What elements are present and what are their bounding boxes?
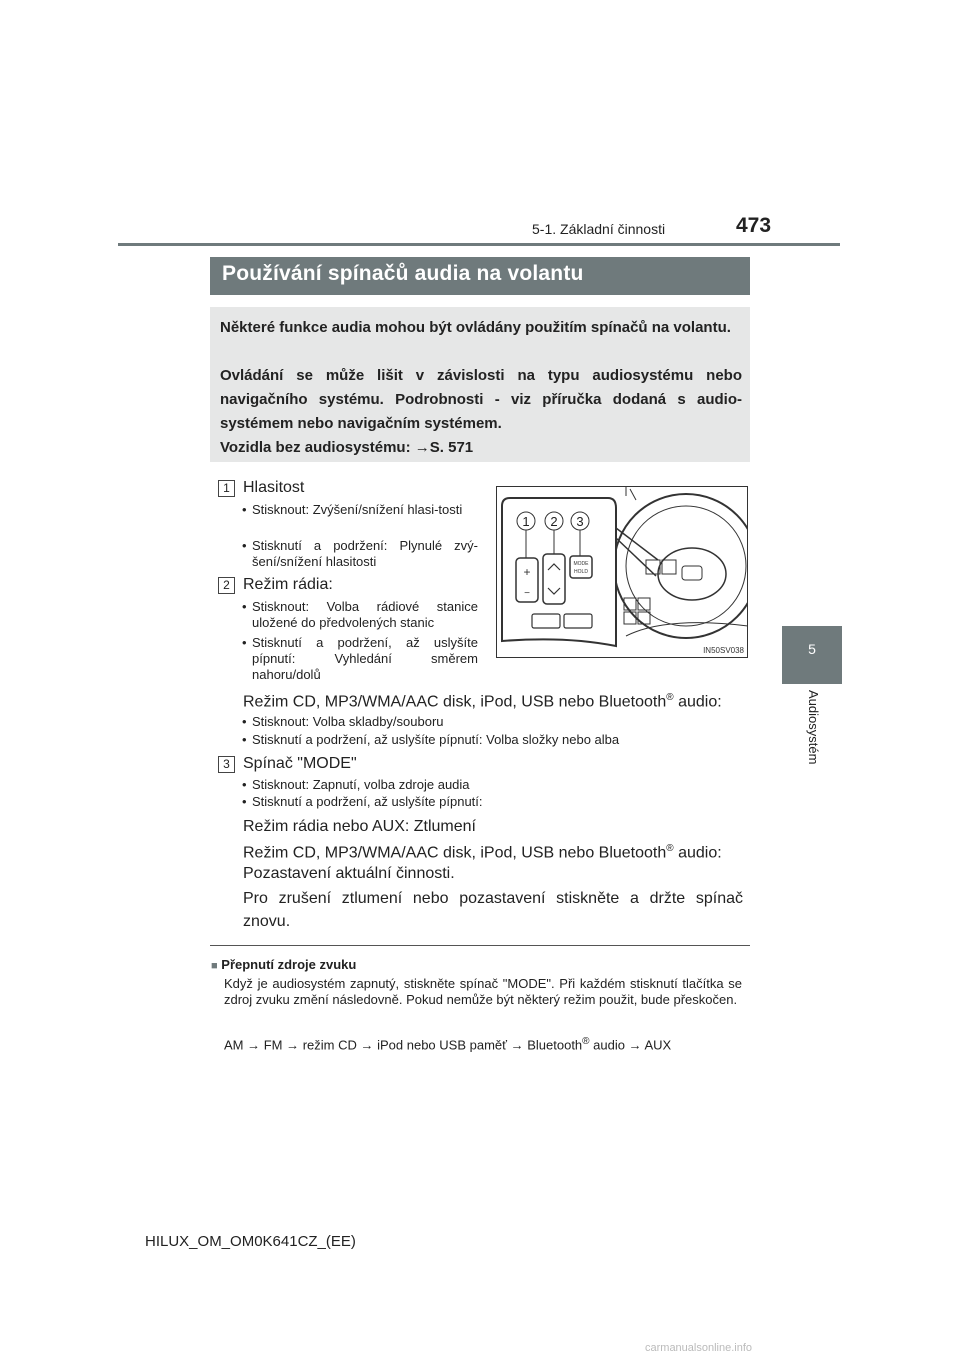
list-item: • Stisknout: Volba rádiové stanice uložené do předvolených stanic [242,599,478,630]
callout-number: 2 [550,514,558,529]
callout-number: 1 [522,514,530,529]
list-item: • Stisknout: Zvýšení/snížení hlasi-tosti [242,502,463,517]
illustration-code: IN50SV038 [703,646,744,655]
list-item: • Stisknutí a podržení, až uslyšíte pípnutí: Volba složky nebo alba [242,732,620,747]
list-item: • Stisknutí a podržení: Plynulé zvý-šení/snížení hlasitosti [242,538,478,569]
list-item: • Stisknutí a podržení, až uslyšíte pípnutí: Vyhledání směrem nahoru/dolů [242,635,478,682]
list-item: • Stisknout: Zapnutí, volba zdroje audia [242,777,470,792]
mode-pause-line: Pozastavení aktuální činnosti. [243,865,455,882]
item-subtitle-cd: Režim CD, MP3/WMA/AAC disk, iPod, USB nebo Bluetooth® audio: [243,692,722,711]
chapter-tab-number: 5 [808,641,816,657]
watermark: carmanualsonline.info [645,1342,753,1354]
section-label: 5-1. Základní činnosti [532,221,666,237]
item-title-mode: Spínač "MODE" [243,755,357,772]
list-item: • Stisknout: Volba skladby/souboru [242,714,444,729]
page-reference-link[interactable]: →S. 571 [414,439,474,456]
callout-badge-3: 3 [218,756,235,773]
svg-text:+: + [523,565,531,579]
mode-cancel-line-2: znovu. [243,913,291,930]
list-item: • Stisknutí a podržení, až uslyšíte pípnutí: [242,794,483,809]
intro-paragraph-1: Některé funkce audia mohou být ovládány použitím spínačů na volantu. [220,319,731,336]
svg-text:−: − [524,588,530,599]
document-code: HILUX_OM_OM0K641CZ_(EE) [145,1233,356,1250]
intro-paragraph-2: Ovládání se může lišit v závislosti na typu audiosystému nebo navigačního systému. Podrobnosti - viz příručka dodaná s audio-systémem nebo navigačním systémem. [220,367,742,432]
mode-cancel-line: Pro zrušení ztlumení nebo pozastavení stiskněte a držte spínač [243,890,743,907]
footnote-text: Když je audiosystém zapnutý, stiskněte spínač "MODE". Při každém stisknutí tlačítka se zdroj zvuku změní následovně. Pokud nemůže být některý režim použit, bude přeskočen. [224,976,742,1007]
hold-button-label: HOLD [574,569,588,575]
section-divider [210,945,750,946]
item-title-radio: Režim rádia: [243,576,333,593]
intro-paragraph-3 [220,436,742,460]
square-bullet-icon: ■ [211,960,218,972]
mode-cd-line: Režim CD, MP3/WMA/AAC disk, iPod, USB nebo Bluetooth® audio: [243,843,722,862]
item-title-volume: Hlasitost [243,479,305,496]
header-rule [118,243,840,246]
callout-badge-2: 2 [218,577,235,594]
steering-wheel-illustration [496,486,748,658]
callout-badge-1: 1 [218,480,235,497]
mode-button-label: MODE [573,561,589,567]
chapter-tab-label: Audiosystém [806,690,821,765]
chapter-tab-label-wrap [782,690,842,830]
page-title: Používání spínačů audia na volantu [222,262,584,285]
footnote-heading: ■ Přepnutí zdroje zvuku [211,957,357,972]
callout-number: 3 [576,514,584,529]
intro-p3-prefix: Vozidla bez audiosystému: [220,439,415,456]
mode-radio-line: Režim rádia nebo AUX: Ztlumení [243,818,476,835]
footnote-sequence: AM → FM → režim CD → iPod nebo USB paměť → Bluetooth® audio → AUX [224,1036,672,1053]
page-number: 473 [736,214,772,237]
